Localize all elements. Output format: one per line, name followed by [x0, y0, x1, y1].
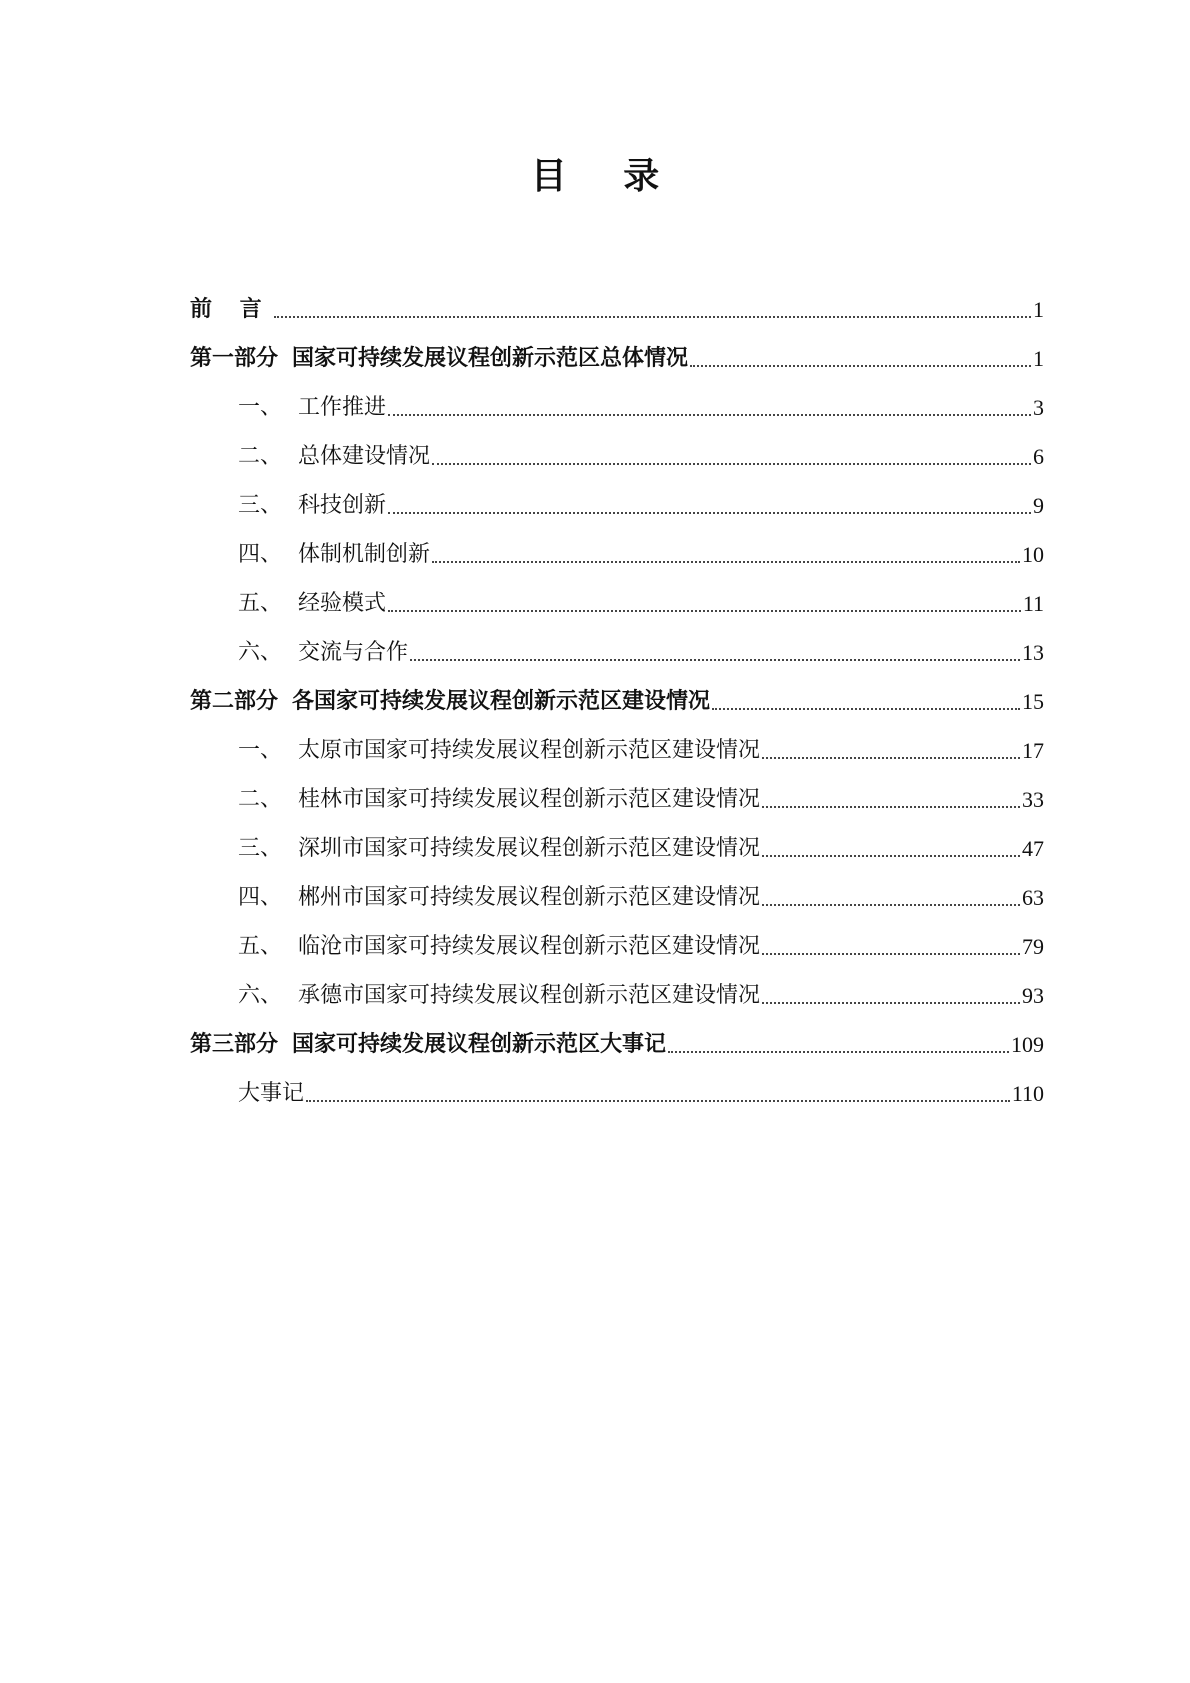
dot-leader — [762, 757, 1020, 759]
toc-entry-item[interactable] — [190, 521, 1044, 570]
toc-entry-part-3[interactable] — [190, 1011, 1044, 1060]
toc-entry-part-1[interactable] — [190, 325, 1044, 374]
toc-entry-item[interactable] — [190, 864, 1044, 913]
toc-entry-preface[interactable] — [190, 276, 1044, 325]
page-title: 目 录 — [530, 156, 682, 197]
toc-entry-label: 交流与合作 — [298, 640, 409, 665]
toc-entry-item[interactable] — [190, 472, 1044, 521]
toc-item-number: 六、 — [238, 640, 283, 665]
dot-leader — [762, 904, 1020, 906]
toc-page-number: 93 — [1022, 983, 1044, 1008]
toc-page-number: 110 — [1011, 1081, 1044, 1106]
toc-entry-part-2[interactable] — [190, 668, 1044, 717]
toc-page-number: 1 — [1033, 297, 1044, 322]
toc-item-number: 六、 — [238, 983, 283, 1008]
dot-leader — [432, 561, 1020, 563]
dot-leader — [668, 1051, 1009, 1053]
toc-entry-label: 国家可持续发展议程创新示范区大事记 — [292, 1032, 667, 1057]
toc-entry-item[interactable] — [190, 374, 1044, 423]
toc-entry-label: 总体建设情况 — [298, 444, 431, 469]
dot-leader — [388, 512, 1031, 514]
toc-entry-item[interactable] — [190, 962, 1044, 1011]
toc-page-number: 17 — [1022, 738, 1044, 763]
dot-leader — [712, 708, 1020, 710]
toc-entry-label: 临沧市国家可持续发展议程创新示范区建设情况 — [298, 934, 761, 959]
toc-entry-label: 体制机制创新 — [298, 542, 431, 567]
toc-item-number: 四、 — [238, 885, 283, 910]
toc-part-prefix: 第三部分 — [190, 1032, 279, 1057]
toc-page-number: 63 — [1022, 885, 1044, 910]
toc-page-number: 15 — [1022, 689, 1044, 714]
toc-entry-label: 太原市国家可持续发展议程创新示范区建设情况 — [298, 738, 761, 763]
toc-entry-label: 承德市国家可持续发展议程创新示范区建设情况 — [298, 983, 761, 1008]
dot-leader — [388, 414, 1031, 416]
toc-page-number: 3 — [1033, 395, 1044, 420]
toc-page-number: 47 — [1022, 836, 1044, 861]
toc-item-number: 一、 — [238, 395, 283, 420]
toc-page-number: 6 — [1033, 444, 1044, 469]
toc-entry-item[interactable] — [190, 766, 1044, 815]
toc-entry-item[interactable] — [190, 717, 1044, 766]
dot-leader — [762, 806, 1020, 808]
toc-item-number: 三、 — [238, 836, 283, 861]
toc-item-number: 五、 — [238, 591, 283, 616]
toc-item-number: 一、 — [238, 738, 283, 763]
dot-leader — [274, 316, 1031, 318]
toc-entry-label: 各国家可持续发展议程创新示范区建设情况 — [292, 689, 711, 714]
toc-item-number: 四、 — [238, 542, 283, 567]
dot-leader — [410, 659, 1020, 661]
toc-part-prefix: 第二部分 — [190, 689, 279, 714]
toc-entry-label: 前 言 — [190, 297, 272, 322]
table-of-contents — [190, 276, 1044, 1109]
toc-entry-item[interactable] — [190, 815, 1044, 864]
toc-entry-item[interactable] — [190, 619, 1044, 668]
toc-page-number: 1 — [1033, 346, 1044, 371]
toc-page-number: 11 — [1022, 591, 1044, 616]
dot-leader — [762, 1002, 1020, 1004]
toc-entry-label: 桂林市国家可持续发展议程创新示范区建设情况 — [298, 787, 761, 812]
toc-part-prefix: 第一部分 — [190, 346, 279, 371]
dot-leader — [690, 365, 1031, 367]
toc-item-number: 二、 — [238, 787, 283, 812]
toc-entry-label: 工作推进 — [298, 395, 387, 420]
toc-page-number: 79 — [1022, 934, 1044, 959]
dot-leader — [762, 953, 1020, 955]
toc-entry-item[interactable] — [190, 1060, 1044, 1109]
dot-leader — [306, 1100, 1010, 1102]
toc-page-number: 33 — [1022, 787, 1044, 812]
toc-entry-item[interactable] — [190, 913, 1044, 962]
toc-page-number: 13 — [1022, 640, 1044, 665]
toc-page-number: 10 — [1022, 542, 1044, 567]
toc-entry-label: 经验模式 — [298, 591, 387, 616]
dot-leader — [432, 463, 1031, 465]
toc-entry-label: 国家可持续发展议程创新示范区总体情况 — [292, 346, 689, 371]
dot-leader — [762, 855, 1020, 857]
toc-entry-item[interactable] — [190, 423, 1044, 472]
toc-entry-item[interactable] — [190, 570, 1044, 619]
toc-page-number: 9 — [1033, 493, 1044, 518]
toc-page-number: 109 — [1011, 1032, 1044, 1057]
toc-item-number: 三、 — [238, 493, 283, 518]
toc-entry-label: 大事记 — [238, 1081, 305, 1106]
toc-entry-label: 深圳市国家可持续发展议程创新示范区建设情况 — [298, 836, 761, 861]
dot-leader — [388, 610, 1021, 612]
toc-item-number: 二、 — [238, 444, 283, 469]
toc-entry-label: 科技创新 — [298, 493, 387, 518]
toc-item-number: 五、 — [238, 934, 283, 959]
toc-entry-label: 郴州市国家可持续发展议程创新示范区建设情况 — [298, 885, 761, 910]
